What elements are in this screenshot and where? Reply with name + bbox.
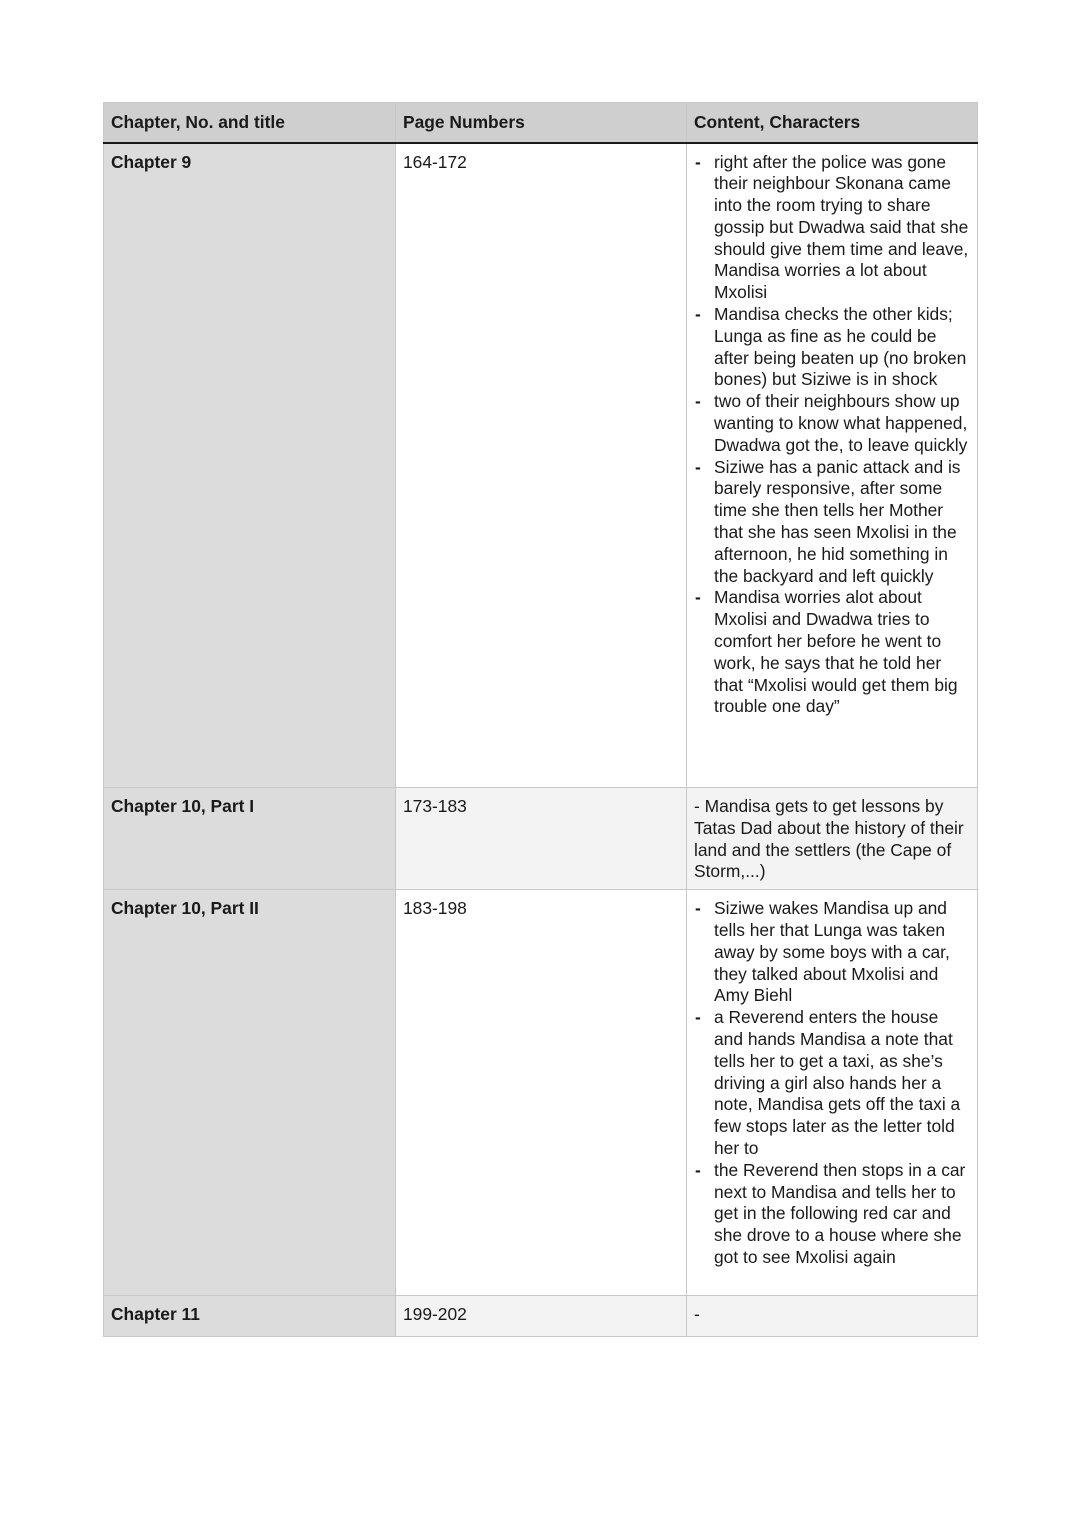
- chapter-cell: Chapter 9: [104, 143, 396, 788]
- list-item: - right after the police was gone their neighbour Skonana came into the room trying to share gossip but Dwadwa said that she should give them time and leave, Mandisa worries a lot about Mxolisi: [694, 152, 970, 305]
- list-item: - Mandisa worries alot about Mxolisi and Dwadwa tries to comfort her before he went to work, he says that he told her that “Mxolisi would get them big trouble one day”: [694, 587, 970, 718]
- content-cell: [687, 890, 978, 1296]
- header-chapter: Chapter, No. and title: [104, 103, 396, 143]
- content-cell: [687, 788, 978, 890]
- list-item: - Siziwe wakes Mandisa up and tells her that Lunga was taken away by some boys with a car, they talked about Mxolisi and Amy Biehl: [694, 898, 970, 1007]
- content-text: -: [694, 1304, 700, 1325]
- list-item: - Mandisa checks the other kids; Lunga as fine as he could be after being beaten up (no broken bones) but Siziwe is in shock: [694, 304, 970, 391]
- content-cell: [687, 1296, 978, 1337]
- list-item: - the Reverend then stops in a car next to Mandisa and tells her to get in the following red car and she drove to a house where she got to see Mxolisi again: [694, 1160, 970, 1269]
- chapter-cell: Chapter 10, Part I: [104, 788, 396, 890]
- pages-cell: 183-198: [396, 890, 687, 1296]
- table-row: [104, 890, 978, 1296]
- header-page-numbers: Page Numbers: [396, 103, 687, 143]
- table-row: [104, 1296, 978, 1337]
- header-content-characters: Content, Characters: [687, 103, 978, 143]
- content-list: [694, 152, 970, 719]
- pages-cell: 164-172: [396, 143, 687, 788]
- list-item: - Siziwe has a panic attack and is barely responsive, after some time she then tells her Mother that she has seen Mxolisi in the afternoon, he hid something in the backyard and left quickly: [694, 457, 970, 588]
- table-row: [104, 143, 978, 788]
- content-text: - Mandisa gets to get lessons by Tatas Dad about the history of their land and the settlers (the Cape of Storm,...): [694, 796, 964, 882]
- list-item: - two of their neighbours show up wanting to know what happened, Dwadwa got the, to leave quickly: [694, 391, 970, 456]
- content-list: [694, 898, 970, 1269]
- table-header-row: [104, 103, 978, 143]
- pages-cell: 199-202: [396, 1296, 687, 1337]
- chapter-summary-table: [103, 102, 978, 1337]
- chapter-cell: Chapter 10, Part II: [104, 890, 396, 1296]
- list-item: - a Reverend enters the house and hands Mandisa a note that tells her to get a taxi, as she’s driving a girl also hands her a note, Mandisa gets off the taxi a few stops later as the letter told her to: [694, 1007, 970, 1160]
- content-cell: [687, 143, 978, 788]
- pages-cell: 173-183: [396, 788, 687, 890]
- chapter-cell: Chapter 11: [104, 1296, 396, 1337]
- table-row: [104, 788, 978, 890]
